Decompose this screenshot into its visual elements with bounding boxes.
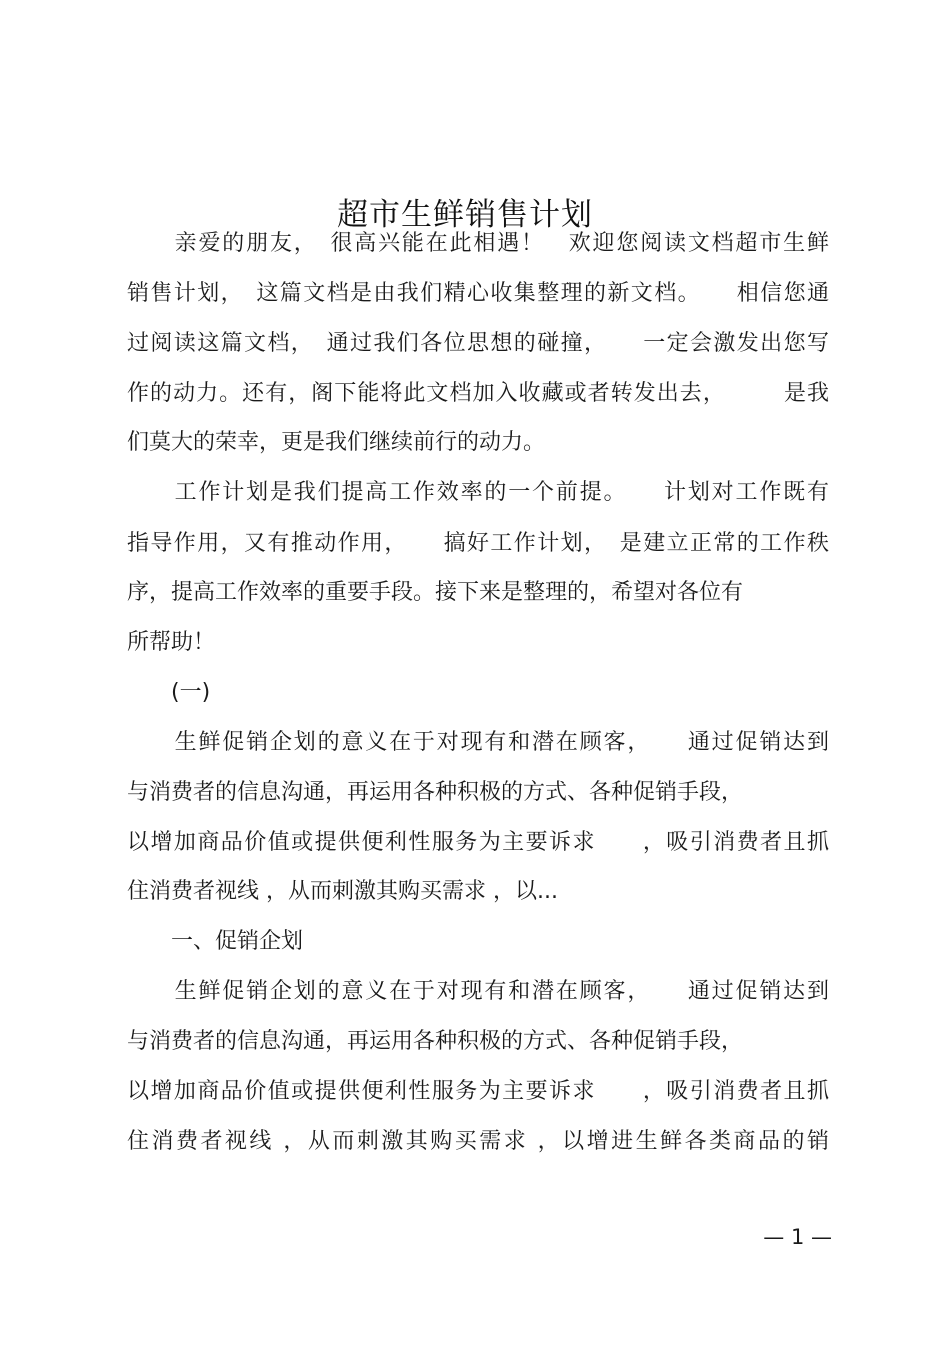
- section-heading: (一): [127, 680, 211, 705]
- body-line: 住消费者视线 ，从而刺激其购买需求 ，以...: [127, 879, 558, 904]
- body-line: 以增加商品价值或提供便利性服务为主要诉求 ，吸引消费者且抓: [127, 830, 829, 855]
- body-line: 与消费者的信息沟通，再运用各种积极的方式、各种促销手段，: [127, 1029, 744, 1054]
- body-line: 所帮助！: [127, 630, 216, 655]
- body-line: 销售计划， 这篇文档是由我们精心收集整理的新文档。 相信您通: [127, 281, 829, 306]
- body-line: 作的动力。还有，阁下能将此文档加入收藏或者转发出去， 是我: [127, 381, 829, 406]
- document-title: 超市生鲜销售计划: [337, 196, 593, 233]
- body-line: 们莫大的荣幸，更是我们继续前行的动力。: [127, 430, 546, 455]
- body-line: 生鲜促销企划的意义在于对现有和潜在顾客， 通过促销达到: [127, 730, 829, 755]
- section-heading: 一、促销企划: [127, 929, 304, 954]
- body-line: 过阅读这篇文档， 通过我们各位思想的碰撞， 一定会激发出您写: [127, 331, 829, 356]
- body-line: 工作计划是我们提高工作效率的一个前提。 计划对工作既有: [127, 480, 829, 505]
- body-line: 以增加商品价值或提供便利性服务为主要诉求 ，吸引消费者且抓: [127, 1079, 829, 1104]
- body-line: 与消费者的信息沟通，再运用各种积极的方式、各种促销手段，: [127, 780, 744, 805]
- page-number: — 1 —: [763, 1225, 832, 1249]
- body-line: 序，提高工作效率的重要手段。接下来是整理的，希望对各位有: [127, 580, 744, 605]
- body-line: 亲爱的朋友， 很高兴能在此相遇！ 欢迎您阅读文档超市生鲜: [127, 231, 829, 256]
- body-line: 指导作用，又有推动作用， 搞好工作计划， 是建立正常的工作秩: [127, 531, 829, 556]
- body-line: 住消费者视线 ，从而刺激其购买需求 ，以增进生鲜各类商品的销: [127, 1129, 829, 1154]
- body-line: 生鲜促销企划的意义在于对现有和潜在顾客， 通过促销达到: [127, 979, 829, 1004]
